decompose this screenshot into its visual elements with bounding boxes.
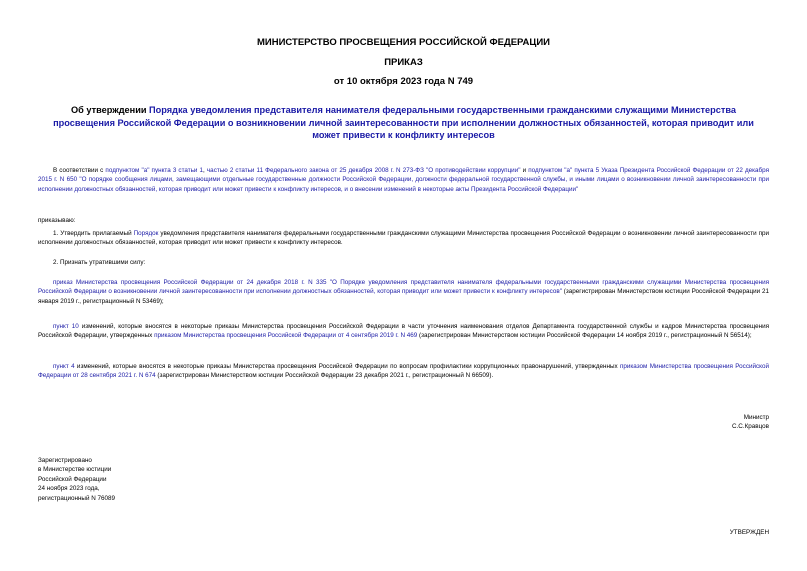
sub-item-3-link-2[interactable]: приказом Министерства просвещения Российской Федерации от 28 сентября 2021 г. N 674	[38, 363, 770, 380]
sub-item-2-link-1[interactable]: пункт 10	[53, 323, 79, 330]
sub-item-1-link[interactable]: приказ Министерства просвещения Российской Федерации от 24 декабря 2018 г. N 335 "О Порядке уведомления представителя нанимателя федеральными государственными гражданскими служащими Министерства просвещения Российской Федерации о возникновении личной заинтересованности при исполнении должностных обязанностей, которая приводит или может привести к конфликту интересов"	[38, 279, 769, 296]
ministry-heading: МИНИСТЕРСТВО ПРОСВЕЩЕНИЯ РОССИЙСКОЙ ФЕДЕРАЦИИ	[256, 37, 551, 48]
approved-label: УТВЕРЖДЕН	[729, 529, 769, 536]
signature-position: Министр	[743, 414, 769, 421]
registration-line-3: Российской Федерации	[38, 475, 107, 483]
registration-line-1: Зарегистрировано	[38, 457, 92, 464]
sub-item-2-text-1: изменений, которые вносятся в некоторые приказы Министерства просвещения Российской Федерации в части уточнения наименования отделов Департамента государственной службы и кадров Министерства просвещения Российской Федерации, утвержденных	[38, 323, 770, 340]
sub-item-2-link-2[interactable]: приказом Министерства просвещения Российской Федерации от 4 сентября 2019 г. N 469	[154, 332, 418, 340]
sub-item-1-paragraph	[38, 278, 769, 306]
doc-date-heading: от 10 октября 2023 года N 749	[333, 76, 474, 87]
sub-item-3-text-2: (зарегистрирован Министерством юстиции Российской Федерации 23 декабря 2021 г., регистрационный N 66509).	[155, 372, 494, 380]
item-1-text-2: уведомления представителя нанимателя федеральными государственными гражданскими служащими Министерства просвещения Российской Федерации о возникновении личной заинтересованности при исполнении должностных обязанностей, которая приводит или может привести к конфликту интересов.	[38, 230, 770, 247]
item-2-paragraph: 2. Признать утратившими силу:	[53, 259, 146, 266]
title-link[interactable]: Порядка уведомления представителя нанимателя федеральными государственными гражданскими служащими Министерства просвещения Российской Федерации о возникновении личной заинтересованности при исполнении должностных обязанностей, которая приводит или может привести к конфликту интересов	[53, 105, 754, 140]
sub-item-2-text-2: (зарегистрирован Министерством юстиции Российской Федерации 14 ноября 2019 г., регистрационный N 56514);	[417, 332, 752, 340]
sub-item-3-text-1: изменений, которые вносятся в некоторые приказы Министерства просвещения Российской Федерации по вопросам профилактики коррупционных правонарушений, утвержденных	[74, 363, 620, 370]
signature-block	[732, 413, 769, 432]
sub-item-1-text: (зарегистрирован Министерством юстиции Российской Федерации 21 января 2019 г., регистрационный N 53469);	[38, 288, 769, 305]
document-title	[50, 104, 757, 142]
registration-line-2: в Министерстве юстиции	[38, 466, 112, 474]
doc-type-heading: ПРИКАЗ	[384, 57, 423, 68]
preamble-text-2: ,	[203, 167, 207, 174]
registration-block	[38, 456, 115, 503]
sub-item-3-link-1[interactable]: пункт 4	[53, 363, 75, 370]
sub-item-2-paragraph	[38, 322, 769, 341]
preamble-link-3[interactable]: подпунктом "а" пункта 5 Указа Президента Российской Федерации от 22 декабря 2015 г. N 650 "О порядке сообщения лицами, замещающими отдельные государственные должности Российской Федерации, должности федеральной государственной службы, и иными лицами о возникновении личной заинтересованности при исполнении должностных обязанностей, которая приводит или может привести к конфликту интересов, и о внесении изменений в некоторые акты Президента Российской Федерации"	[38, 167, 770, 193]
title-prefix: Об утверждении	[70, 105, 150, 115]
preamble-link-1[interactable]: подпунктом "а" пункта 3 статьи 1	[105, 167, 204, 174]
preamble-paragraph	[38, 166, 769, 194]
item-1-paragraph	[38, 229, 769, 248]
registration-line-4: 24 ноября 2023 года,	[38, 485, 100, 493]
preamble-link-2[interactable]: частью 2 статьи 11 Федерального закона от 25 декабря 2008 г. N 273-ФЗ "О противодействии коррупции"	[206, 167, 521, 174]
preamble-text-1: В соответствии с	[53, 167, 106, 174]
item-1-link[interactable]: Порядок	[133, 230, 159, 237]
sub-item-3-paragraph	[38, 362, 769, 381]
item-1-text-1: 1. Утвердить прилагаемый	[53, 230, 134, 237]
registration-line-5: регистрационный N 76089	[38, 494, 116, 502]
order-word: приказываю:	[38, 217, 76, 224]
preamble-text-3: и	[520, 167, 529, 174]
signature-name: С.С.Кравцов	[732, 423, 769, 431]
